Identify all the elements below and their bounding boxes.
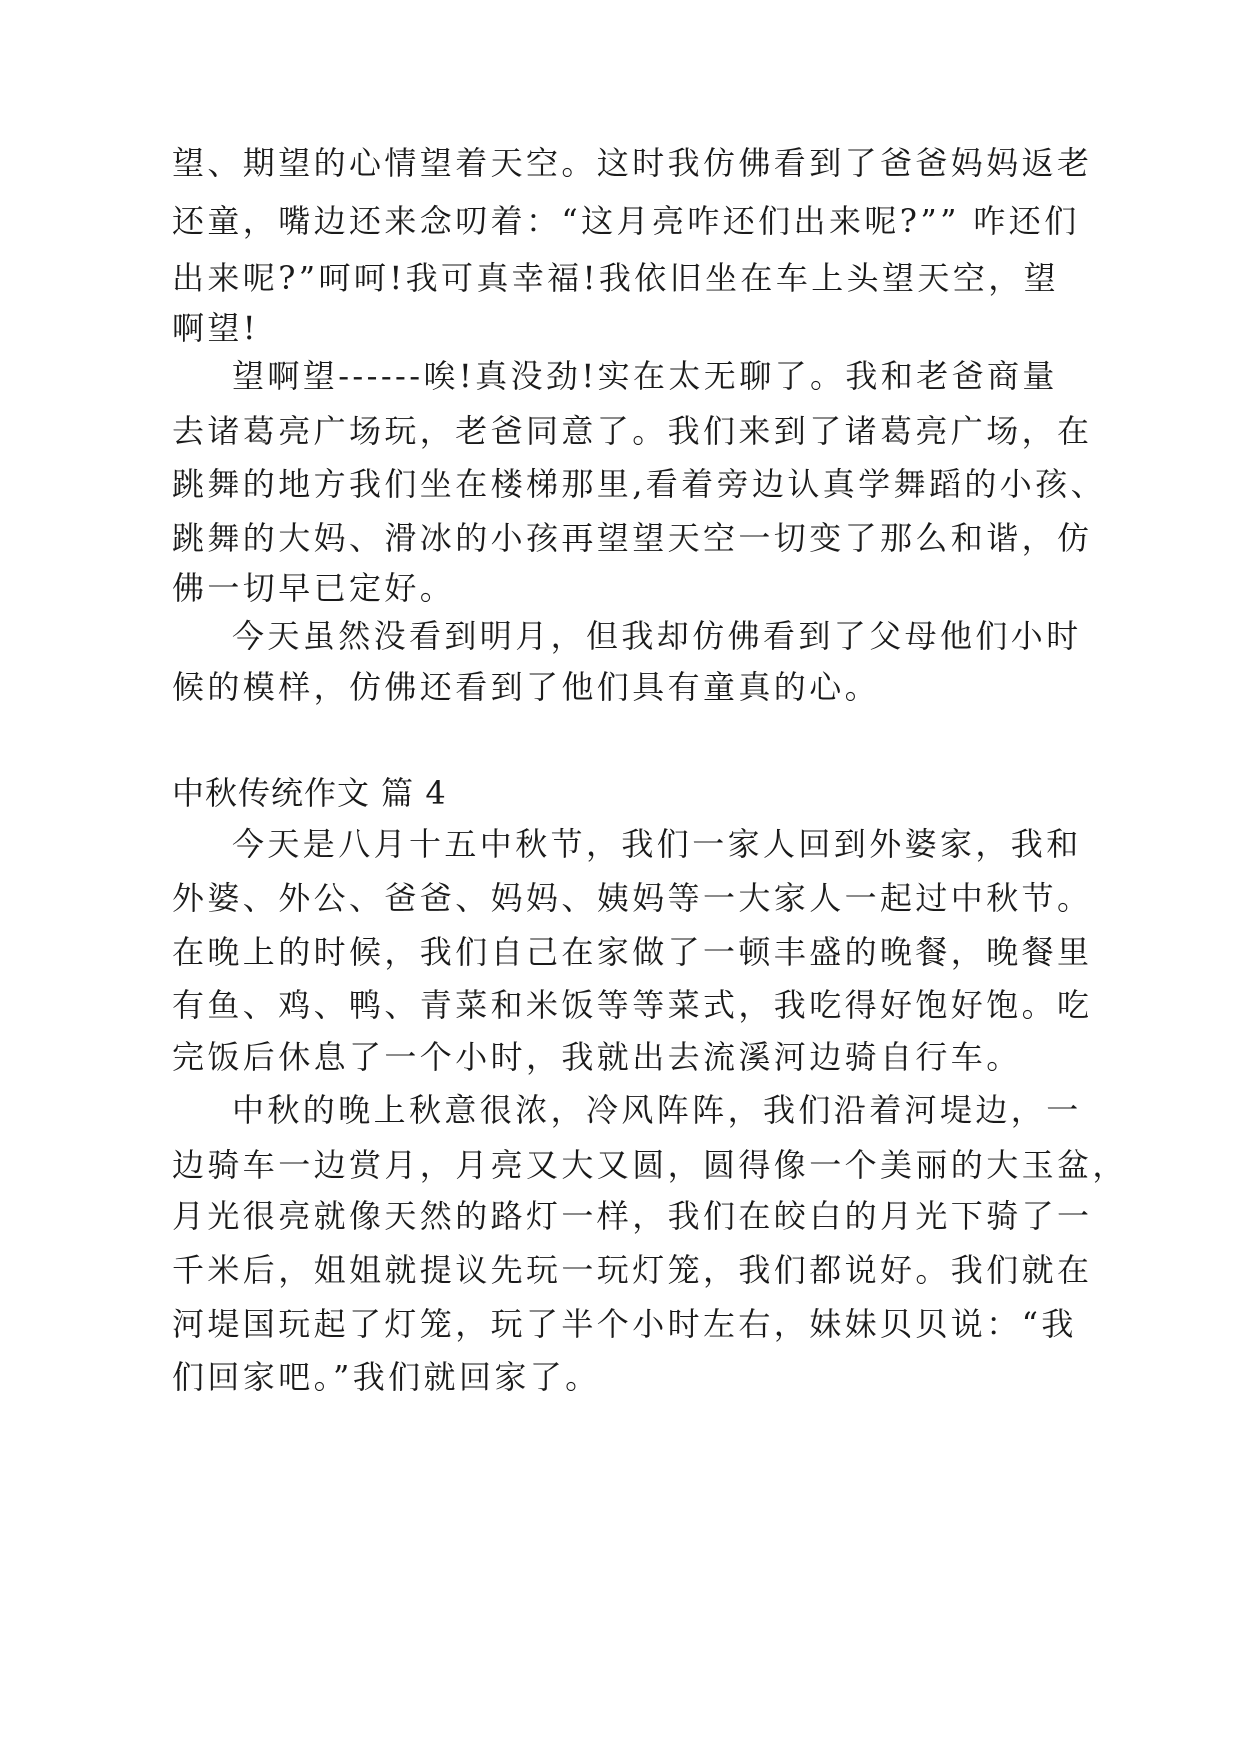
text-line: 月光很亮就像天然的路灯一样，我们在皎白的月光下骑了一: [172, 1197, 1093, 1235]
text-line: 候的模样，仿佛还看到了他们具有童真的心。: [172, 668, 881, 706]
text-line: 跳舞的大妈、滑冰的小孩再望望天空一切变了那么和谐，仿: [172, 519, 1093, 557]
text-line: 完饭后休息了一个小时，我就出去流溪河边骑自行车。: [172, 1038, 1022, 1076]
text-line: 佛一切早已定好。: [172, 569, 456, 607]
text-line: 千米后，姐姐就提议先玩一玩灯笼，我们都说好。我们就在: [172, 1251, 1093, 1289]
text-line: 外婆、外公、爸爸、妈妈、姨妈等一大家人一起过中秋节。: [172, 879, 1093, 917]
text-line: 在晚上的时候，我们自己在家做了一顿丰盛的晚餐，晚餐里: [172, 933, 1093, 971]
text-line: 河堤国玩起了灯笼，玩了半个小时左右，妹妹贝贝说：“我: [172, 1305, 1077, 1343]
text-line: 今天是八月十五中秋节，我们一家人回到外婆家，我和: [232, 825, 1082, 863]
text-line: 出来呢?”呵呵!我可真幸福!我依旧坐在车上头望天空，望: [172, 259, 1060, 297]
text-line: 还童，嘴边还来念叨着：“这月亮咋还们出来呢?”” 咋还们: [172, 202, 1080, 240]
text-line: 有鱼、鸡、鸭、青菜和米饭等等菜式，我吃得好饱好饱。吃: [172, 986, 1093, 1024]
text-line: 们回家吧。”我们就回家了。: [172, 1358, 601, 1396]
text-line: 望、期望的心情望着天空。这时我仿佛看到了爸爸妈妈返老: [172, 144, 1093, 182]
text-line: 中秋的晚上秋意很浓，冷风阵阵，我们沿着河堤边，一: [232, 1091, 1082, 1129]
text-line: 去诸葛亮广场玩，老爸同意了。我们来到了诸葛亮广场，在: [172, 412, 1093, 450]
text-line: 跳舞的地方我们坐在楼梯那里,看着旁边认真学舞蹈的小孩、: [172, 465, 1106, 503]
text-line: 边骑车一边赏月，月亮又大又圆，圆得像一个美丽的大玉盆，: [172, 1146, 1128, 1184]
section-heading: 中秋传统作文 篇 4: [172, 774, 447, 812]
text-line: 今天虽然没看到明月，但我却仿佛看到了父母他们小时: [232, 617, 1082, 655]
text-line: 望啊望------唉!真没劲!实在太无聊了。我和老爸商量: [232, 357, 1058, 395]
text-line: 啊望!: [172, 309, 260, 347]
